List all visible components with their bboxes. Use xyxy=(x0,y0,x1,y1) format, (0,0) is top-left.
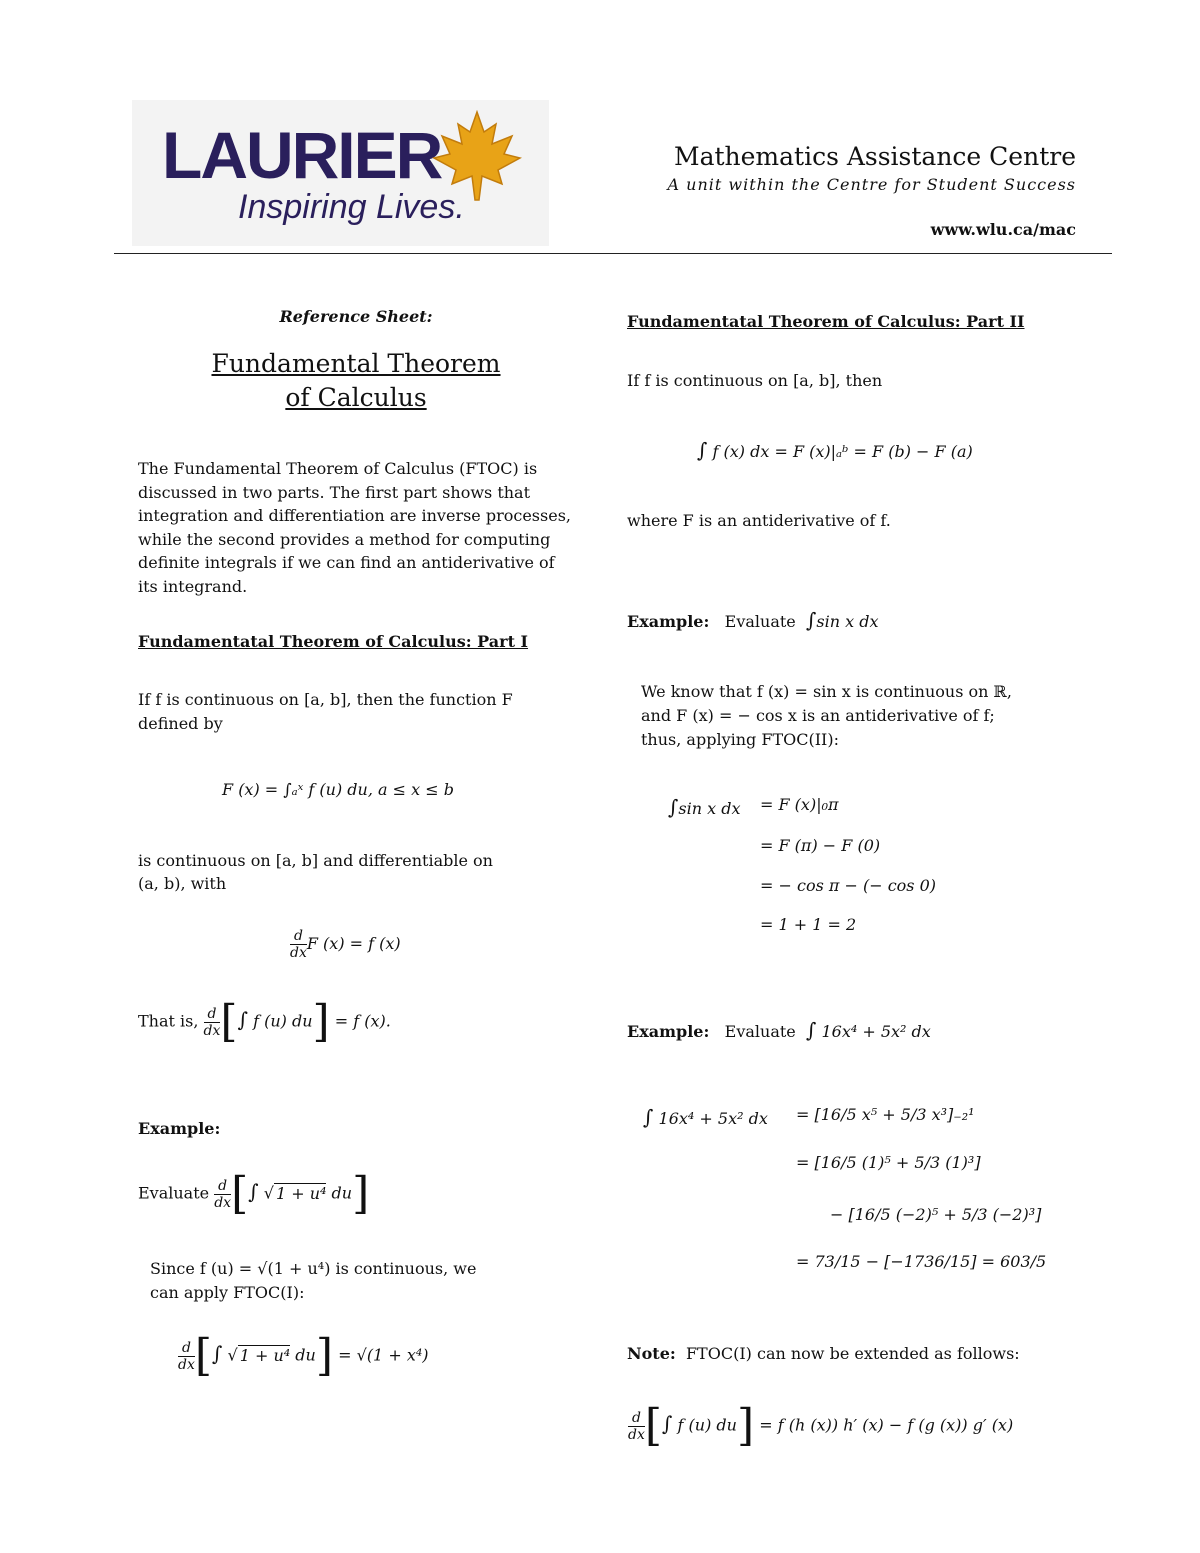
solution2-step1: = [16/5 x⁵ + 5/3 x³]₋₂¹ xyxy=(796,1105,975,1124)
part1-text-line4: (a, b), with xyxy=(138,874,227,893)
evaluate-label: Evaluate xyxy=(138,1183,210,1203)
derivative-rhs: F (x) = f (x) xyxy=(306,934,401,953)
centre-subtitle: A unit within the Centre for Student Success xyxy=(667,175,1076,194)
intro-paragraph: The Fundamental Theorem of Calculus (FTOC) is discussed in two parts. The first part shows that integration and differentiation are inverse processes, while the second provides a method for computing definite integrals if we can find an antiderivative of its integrand. xyxy=(138,459,571,596)
know-line1: We know that f (x) = sin x is continuous on ℝ, xyxy=(641,682,1012,701)
that-is-equation: That is, $\frac{d}{dx}$ [∫ f (u) du] = f (x). xyxy=(138,996,391,1047)
solution2-lhs: ∫ 16x⁴ + 5x² dx xyxy=(643,1105,768,1129)
title-line-2: of Calculus xyxy=(285,383,427,412)
centre-url[interactable]: www.wlu.ca/mac xyxy=(930,220,1076,239)
solution1-lhs: ∫sin x dx xyxy=(668,795,741,819)
example1-line: Example: Evaluate ∫sin x dx xyxy=(627,608,879,632)
note-line xyxy=(627,1342,1020,1366)
laurier-logo xyxy=(132,100,549,246)
part1-equation: F (x) = ∫ₐˣ f (u) du, a ≤ x ≤ b xyxy=(222,780,454,799)
example2-line: Example: Evaluate ∫ 16x⁴ + 5x² dx xyxy=(627,1018,931,1042)
d-dx-fraction: $\frac{d}{dx}$ xyxy=(290,928,307,961)
that-is-label: That is, xyxy=(138,1011,199,1031)
example-result: $\frac{d}{dx}$ [∫ √ 1 + u⁴ du] = √(1 + x⁴) xyxy=(178,1330,429,1381)
since-line2: can apply FTOC(I): xyxy=(150,1283,305,1302)
part2-heading: Fundamentatal Theorem of Calculus: Part II xyxy=(627,312,1025,331)
part1-text-line1: If f is continuous on [a, b], then the function F xyxy=(138,690,513,709)
reference-sheet-label: Reference Sheet: xyxy=(279,307,433,326)
part2-text: If f is continuous on [a, b], then xyxy=(627,371,883,390)
centre-title: Mathematics Assistance Centre xyxy=(673,142,1076,171)
know-line2: and F (x) = − cos x is an antiderivative of f; xyxy=(641,706,995,725)
extended-ftoc-equation: $\frac{d}{dx}$ [∫ f (u) du] = f (h (x)) h′ (x) − f (g (x)) g′ (x) xyxy=(628,1400,1014,1451)
example-result-rhs: = √(1 + x⁴) xyxy=(338,1345,429,1365)
since-line1: Since f (u) = √(1 + u⁴) is continuous, we xyxy=(150,1259,477,1278)
maple-leaf-icon xyxy=(432,110,522,202)
that-is-rhs: = f (x). xyxy=(334,1011,391,1031)
solution1-step3: = − cos π − (− cos 0) xyxy=(760,876,937,895)
part2-equation: ∫ f (x) dx = F (x)|ₐᵇ = F (b) − F (a) xyxy=(697,438,973,462)
part1-text-line3: is continuous on [a, b] and differentiable on xyxy=(138,851,493,870)
logo-wordmark: LAURIER xyxy=(162,118,442,192)
solution1-step4: = 1 + 1 = 2 xyxy=(760,915,857,934)
part1-text-line2: defined by xyxy=(138,714,223,733)
logo-tagline: Inspiring Lives. xyxy=(238,188,465,226)
example-evaluate: Evaluate $\frac{d}{dx}$ [∫ √ 1 + u⁴ du] xyxy=(138,1168,370,1219)
solution2-step3: − [16/5 (−2)⁵ + 5/3 (−2)³] xyxy=(830,1205,1042,1224)
example-label: Example: xyxy=(138,1119,221,1138)
page-title xyxy=(138,347,574,415)
solution2-step2: = [16/5 (1)⁵ + 5/3 (1)³] xyxy=(796,1153,981,1172)
know-line3: thus, applying FTOC(II): xyxy=(641,730,839,749)
solution1-step2: = F (π) − F (0) xyxy=(760,836,881,855)
note-label: Note: xyxy=(627,1344,676,1363)
solution2-step4: = 73/15 − [−1736/15] = 603/5 xyxy=(796,1252,1047,1271)
solution1-step1: = F (x)|₀π xyxy=(760,795,839,814)
derivative-equation xyxy=(290,928,401,961)
part1-heading: Fundamentatal Theorem of Calculus: Part I xyxy=(138,632,529,651)
note-text: FTOC(I) can now be extended as follows: xyxy=(685,1344,1020,1363)
title-line-1: Fundamental Theorem xyxy=(211,349,501,378)
where-text: where F is an antiderivative of f. xyxy=(627,511,891,530)
header-rule xyxy=(114,253,1112,254)
